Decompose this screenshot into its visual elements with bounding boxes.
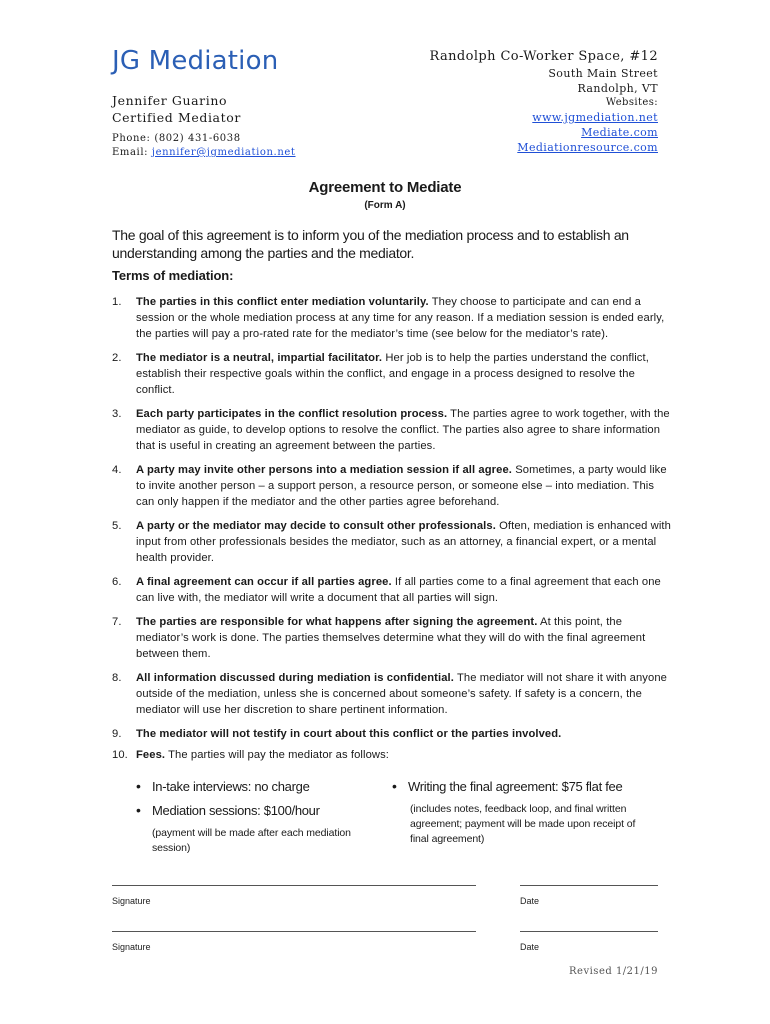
term-heading: The mediator is a neutral, impartial facilitator. xyxy=(136,352,383,364)
email-line xyxy=(112,146,296,160)
fee-bullet-agreement: • Writing the final agreement: $75 flat fee xyxy=(392,778,648,795)
term-number: 8. xyxy=(112,672,122,684)
term-item xyxy=(112,574,672,606)
term-number: 7. xyxy=(112,616,122,628)
term-number: 6. xyxy=(112,576,122,588)
term-heading: A party may invite other persons into a mediation session if all agree. xyxy=(136,464,512,476)
date-label-2: Date xyxy=(520,942,540,952)
address-line-1: Randolph Co-Worker Space, #12 xyxy=(429,49,658,64)
term-text: If all parties come to a final agreement that each one can live with, the mediator will write a document that all parties will sign. xyxy=(136,576,661,604)
term-text: The parties will pay the mediator as follows: xyxy=(165,749,390,761)
document-title: Agreement to Mediate xyxy=(308,179,462,196)
phone-line xyxy=(112,132,296,146)
term-heading: Each party participates in the conflict resolution process. xyxy=(136,408,448,420)
date-line-2[interactable] xyxy=(520,931,658,932)
term-heading: The parties are responsible for what happens after signing the agreement. xyxy=(136,616,538,628)
term-text: They choose to participate and can end a session or the whole mediation process at any time for any reason. If a mediation session is ended early, the parties will pay a pro-rated rate for the mediator’s time (see below for the mediator’s rate). xyxy=(136,296,665,340)
term-item xyxy=(112,406,672,454)
email-label: Email: xyxy=(112,147,149,158)
signature-line-2[interactable] xyxy=(112,931,476,932)
phone-label: Phone: xyxy=(112,133,151,144)
term-number: 1. xyxy=(112,296,122,308)
websites-label: Websites: xyxy=(605,97,658,108)
fee-bullet-intake: • In-take interviews: no charge xyxy=(136,778,376,795)
terms-heading: Terms of mediation: xyxy=(112,268,234,283)
document-subtitle: (Form A) xyxy=(364,200,406,211)
term-number: 3. xyxy=(112,408,122,420)
term-text: Sometimes, a party would like to invite another person – a support person, a resource person, or someone else – into mediation. This can only happen if the mediator and the other parties agree beforehand. xyxy=(136,464,667,508)
mediator-info xyxy=(112,92,296,160)
phone-number: (802) 431-6038 xyxy=(154,133,241,144)
address-line-3: Randolph, VT xyxy=(577,82,658,95)
revision-date: Revised 1/21/19 xyxy=(569,966,658,977)
term-number: 2. xyxy=(112,352,122,364)
term-heading: A final agreement can occur if all parties agree. xyxy=(136,576,392,588)
website-link-jgmediation[interactable]: www.jgmediation.net xyxy=(532,111,658,124)
term-item xyxy=(112,294,672,342)
fee-bullet-sessions: • Mediation sessions: $100/hour xyxy=(136,802,376,819)
term-number: 10. xyxy=(112,749,128,761)
term-heading: The mediator will not testify in court about this conflict or the parties involved. xyxy=(136,728,562,740)
brand-logo-text: JG Mediation xyxy=(112,46,279,76)
contact-info xyxy=(430,48,659,155)
term-item xyxy=(112,670,672,718)
term-item xyxy=(112,350,672,398)
term-heading: Fees. xyxy=(136,749,166,761)
website-link-mediate[interactable]: Mediate.com xyxy=(581,126,658,139)
terms-list xyxy=(112,294,672,763)
term-heading: The parties in this conflict enter mediation voluntarily. xyxy=(136,296,429,308)
date-line-1[interactable] xyxy=(520,885,658,886)
mediator-name: Jennifer Guarino xyxy=(112,93,228,108)
signature-label-1: Signature xyxy=(112,896,151,906)
date-label-1: Date xyxy=(520,896,540,906)
term-item xyxy=(112,747,672,763)
term-text: At this point, the mediator’s work is done. The parties themselves determine what they will do with the final agreement between them. xyxy=(136,616,646,660)
term-heading: A party or the mediator may decide to consult other professionals. xyxy=(136,520,496,532)
mediator-role: Certified Mediator xyxy=(112,110,241,125)
email-link[interactable]: jennifer@jgmediation.net xyxy=(151,147,296,158)
fee-note-agreement: (includes notes, feedback loop, and final written agreement; payment will be made upon receipt of final agreement) xyxy=(410,803,636,845)
signature-line-1[interactable] xyxy=(112,885,476,886)
term-item xyxy=(112,726,672,742)
address-line-2: South Main Street xyxy=(548,67,658,80)
term-number: 9. xyxy=(112,728,122,740)
website-link-mediationresource[interactable]: Mediationresource.com xyxy=(517,141,658,154)
term-text: The mediator will not share it with anyone outside of the mediation, unless she is concerned about someone’s safety. If safety is a concern, the mediator will use her discretion to share pertinent information. xyxy=(136,672,667,716)
term-number: 5. xyxy=(112,520,122,532)
fees-right-column xyxy=(392,778,648,847)
intro-paragraph: The goal of this agreement is to inform you of the mediation process and to establish an understanding among the parties and the mediator. xyxy=(112,227,629,261)
term-text: Her job is to help the parties understand the conflict, establish their respective goals within the conflict, and engage in a process designed to resolve the conflict. xyxy=(136,352,649,396)
term-heading: All information discussed during mediation is confidential. xyxy=(136,672,454,684)
term-item xyxy=(112,614,672,662)
fees-left-column xyxy=(136,778,376,856)
term-text: Often, mediation is enhanced with input from other professionals besides the mediator, such as an attorney, a financial expert, or a mental health provider. xyxy=(136,520,671,564)
signature-label-2: Signature xyxy=(112,942,151,952)
term-number: 4. xyxy=(112,464,122,476)
term-item xyxy=(112,462,672,510)
fee-note-sessions: (payment will be made after each mediation session) xyxy=(152,827,351,854)
term-text: The parties agree to work together, with the mediator as guide, to develop options to resolve the conflict. The parties also agree to share information that is useful in creating an agreement between the parties. xyxy=(136,408,670,452)
term-item xyxy=(112,518,672,566)
